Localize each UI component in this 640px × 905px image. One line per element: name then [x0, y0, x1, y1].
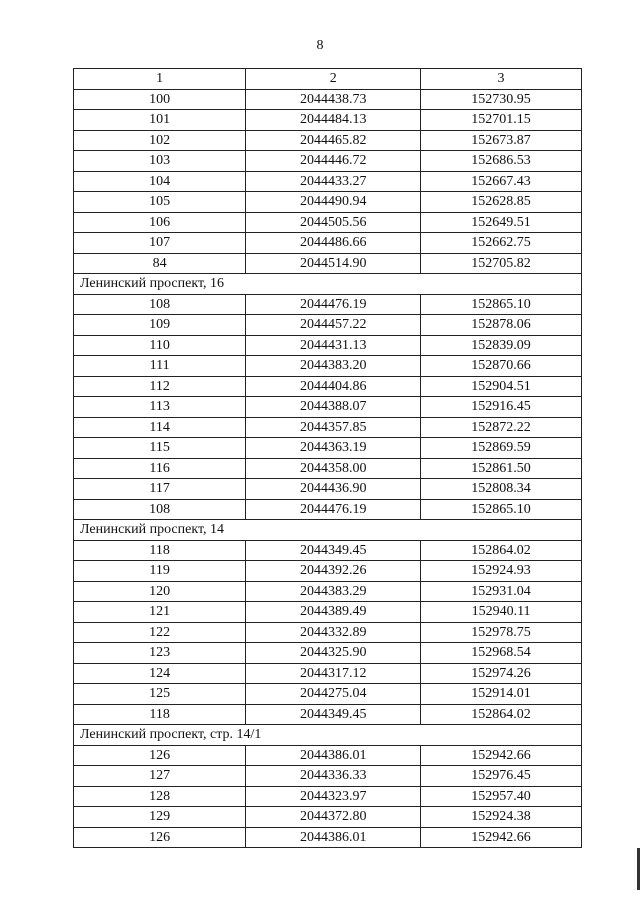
x-coordinate-cell: 2044438.73 [246, 89, 421, 110]
x-coordinate-cell: 2044436.90 [246, 479, 421, 500]
column-header-1: 1 [74, 69, 246, 90]
point-number-cell: 106 [74, 212, 246, 233]
table-row [74, 540, 582, 561]
point-number-cell: 110 [74, 335, 246, 356]
y-coordinate-cell: 152864.02 [421, 704, 582, 725]
table-row [74, 192, 582, 213]
point-number-cell: 112 [74, 376, 246, 397]
y-coordinate-cell: 152808.34 [421, 479, 582, 500]
table-row [74, 212, 582, 233]
table-row [74, 151, 582, 172]
table-row [74, 335, 582, 356]
point-number-cell: 126 [74, 745, 246, 766]
point-number-cell: 116 [74, 458, 246, 479]
section-label: Ленинский проспект, 14 [74, 520, 582, 541]
y-coordinate-cell: 152974.26 [421, 663, 582, 684]
x-coordinate-cell: 2044386.01 [246, 827, 421, 848]
table-row [74, 171, 582, 192]
table-row [74, 356, 582, 377]
point-number-cell: 118 [74, 704, 246, 725]
section-row [74, 520, 582, 541]
x-coordinate-cell: 2044383.20 [246, 356, 421, 377]
y-coordinate-cell: 152701.15 [421, 110, 582, 131]
y-coordinate-cell: 152878.06 [421, 315, 582, 336]
y-coordinate-cell: 152924.93 [421, 561, 582, 582]
x-coordinate-cell: 2044476.19 [246, 499, 421, 520]
point-number-cell: 114 [74, 417, 246, 438]
x-coordinate-cell: 2044363.19 [246, 438, 421, 459]
table-row [74, 499, 582, 520]
y-coordinate-cell: 152865.10 [421, 499, 582, 520]
x-coordinate-cell: 2044357.85 [246, 417, 421, 438]
x-coordinate-cell: 2044457.22 [246, 315, 421, 336]
table-row [74, 376, 582, 397]
point-number-cell: 103 [74, 151, 246, 172]
point-number-cell: 129 [74, 807, 246, 828]
y-coordinate-cell: 152914.01 [421, 684, 582, 705]
section-label: Ленинский проспект, 16 [74, 274, 582, 295]
point-number-cell: 84 [74, 253, 246, 274]
table-row [74, 233, 582, 254]
table-row [74, 766, 582, 787]
y-coordinate-cell: 152940.11 [421, 602, 582, 623]
x-coordinate-cell: 2044386.01 [246, 745, 421, 766]
x-coordinate-cell: 2044349.45 [246, 540, 421, 561]
y-coordinate-cell: 152942.66 [421, 745, 582, 766]
point-number-cell: 127 [74, 766, 246, 787]
table-row [74, 622, 582, 643]
x-coordinate-cell: 2044388.07 [246, 397, 421, 418]
y-coordinate-cell: 152864.02 [421, 540, 582, 561]
y-coordinate-cell: 152924.38 [421, 807, 582, 828]
table-row [74, 294, 582, 315]
point-number-cell: 100 [74, 89, 246, 110]
y-coordinate-cell: 152904.51 [421, 376, 582, 397]
table-row [74, 786, 582, 807]
point-number-cell: 121 [74, 602, 246, 623]
page-number: 8 [316, 38, 324, 53]
point-number-cell: 101 [74, 110, 246, 131]
y-coordinate-cell: 152861.50 [421, 458, 582, 479]
y-coordinate-cell: 152730.95 [421, 89, 582, 110]
x-coordinate-cell: 2044332.89 [246, 622, 421, 643]
table-row [74, 643, 582, 664]
x-coordinate-cell: 2044446.72 [246, 151, 421, 172]
x-coordinate-cell: 2044433.27 [246, 171, 421, 192]
x-coordinate-cell: 2044490.94 [246, 192, 421, 213]
point-number-cell: 105 [74, 192, 246, 213]
x-coordinate-cell: 2044383.29 [246, 581, 421, 602]
table-row [74, 602, 582, 623]
point-number-cell: 108 [74, 499, 246, 520]
x-coordinate-cell: 2044349.45 [246, 704, 421, 725]
table-row [74, 130, 582, 151]
y-coordinate-cell: 152978.75 [421, 622, 582, 643]
x-coordinate-cell: 2044404.86 [246, 376, 421, 397]
point-number-cell: 120 [74, 581, 246, 602]
table-row [74, 561, 582, 582]
x-coordinate-cell: 2044392.26 [246, 561, 421, 582]
table-row [74, 479, 582, 500]
y-coordinate-cell: 152865.10 [421, 294, 582, 315]
table-row [74, 397, 582, 418]
y-coordinate-cell: 152839.09 [421, 335, 582, 356]
point-number-cell: 107 [74, 233, 246, 254]
section-row [74, 274, 582, 295]
table-row [74, 253, 582, 274]
x-coordinate-cell: 2044372.80 [246, 807, 421, 828]
table-row [74, 315, 582, 336]
point-number-cell: 123 [74, 643, 246, 664]
point-number-cell: 126 [74, 827, 246, 848]
point-number-cell: 118 [74, 540, 246, 561]
y-coordinate-cell: 152872.22 [421, 417, 582, 438]
y-coordinate-cell: 152968.54 [421, 643, 582, 664]
y-coordinate-cell: 152869.59 [421, 438, 582, 459]
table-row [74, 458, 582, 479]
table-row [74, 807, 582, 828]
y-coordinate-cell: 152628.85 [421, 192, 582, 213]
coordinates-table [73, 68, 582, 848]
point-number-cell: 115 [74, 438, 246, 459]
point-number-cell: 125 [74, 684, 246, 705]
y-coordinate-cell: 152662.75 [421, 233, 582, 254]
section-row [74, 725, 582, 746]
table-row [74, 827, 582, 848]
x-coordinate-cell: 2044431.13 [246, 335, 421, 356]
y-coordinate-cell: 152705.82 [421, 253, 582, 274]
x-coordinate-cell: 2044336.33 [246, 766, 421, 787]
section-label: Ленинский проспект, стр. 14/1 [74, 725, 582, 746]
y-coordinate-cell: 152976.45 [421, 766, 582, 787]
y-coordinate-cell: 152931.04 [421, 581, 582, 602]
x-coordinate-cell: 2044476.19 [246, 294, 421, 315]
y-coordinate-cell: 152667.43 [421, 171, 582, 192]
table-header-row [74, 69, 582, 90]
x-coordinate-cell: 2044389.49 [246, 602, 421, 623]
point-number-cell: 111 [74, 356, 246, 377]
column-header-2: 2 [246, 69, 421, 90]
point-number-cell: 104 [74, 171, 246, 192]
point-number-cell: 124 [74, 663, 246, 684]
point-number-cell: 113 [74, 397, 246, 418]
point-number-cell: 108 [74, 294, 246, 315]
x-coordinate-cell: 2044358.00 [246, 458, 421, 479]
point-number-cell: 109 [74, 315, 246, 336]
column-header-3: 3 [421, 69, 582, 90]
y-coordinate-cell: 152957.40 [421, 786, 582, 807]
table-row [74, 684, 582, 705]
x-coordinate-cell: 2044465.82 [246, 130, 421, 151]
x-coordinate-cell: 2044275.04 [246, 684, 421, 705]
y-coordinate-cell: 152916.45 [421, 397, 582, 418]
x-coordinate-cell: 2044514.90 [246, 253, 421, 274]
table-row [74, 704, 582, 725]
y-coordinate-cell: 152673.87 [421, 130, 582, 151]
point-number-cell: 102 [74, 130, 246, 151]
x-coordinate-cell: 2044486.66 [246, 233, 421, 254]
x-coordinate-cell: 2044484.13 [246, 110, 421, 131]
y-coordinate-cell: 152870.66 [421, 356, 582, 377]
x-coordinate-cell: 2044325.90 [246, 643, 421, 664]
y-coordinate-cell: 152942.66 [421, 827, 582, 848]
point-number-cell: 128 [74, 786, 246, 807]
table-body [74, 89, 582, 848]
x-coordinate-cell: 2044317.12 [246, 663, 421, 684]
table-row [74, 89, 582, 110]
y-coordinate-cell: 152686.53 [421, 151, 582, 172]
y-coordinate-cell: 152649.51 [421, 212, 582, 233]
x-coordinate-cell: 2044323.97 [246, 786, 421, 807]
table-row [74, 110, 582, 131]
point-number-cell: 117 [74, 479, 246, 500]
table-row [74, 438, 582, 459]
x-coordinate-cell: 2044505.56 [246, 212, 421, 233]
point-number-cell: 119 [74, 561, 246, 582]
table-row [74, 417, 582, 438]
table-row [74, 663, 582, 684]
table-row [74, 745, 582, 766]
table-row [74, 581, 582, 602]
point-number-cell: 122 [74, 622, 246, 643]
